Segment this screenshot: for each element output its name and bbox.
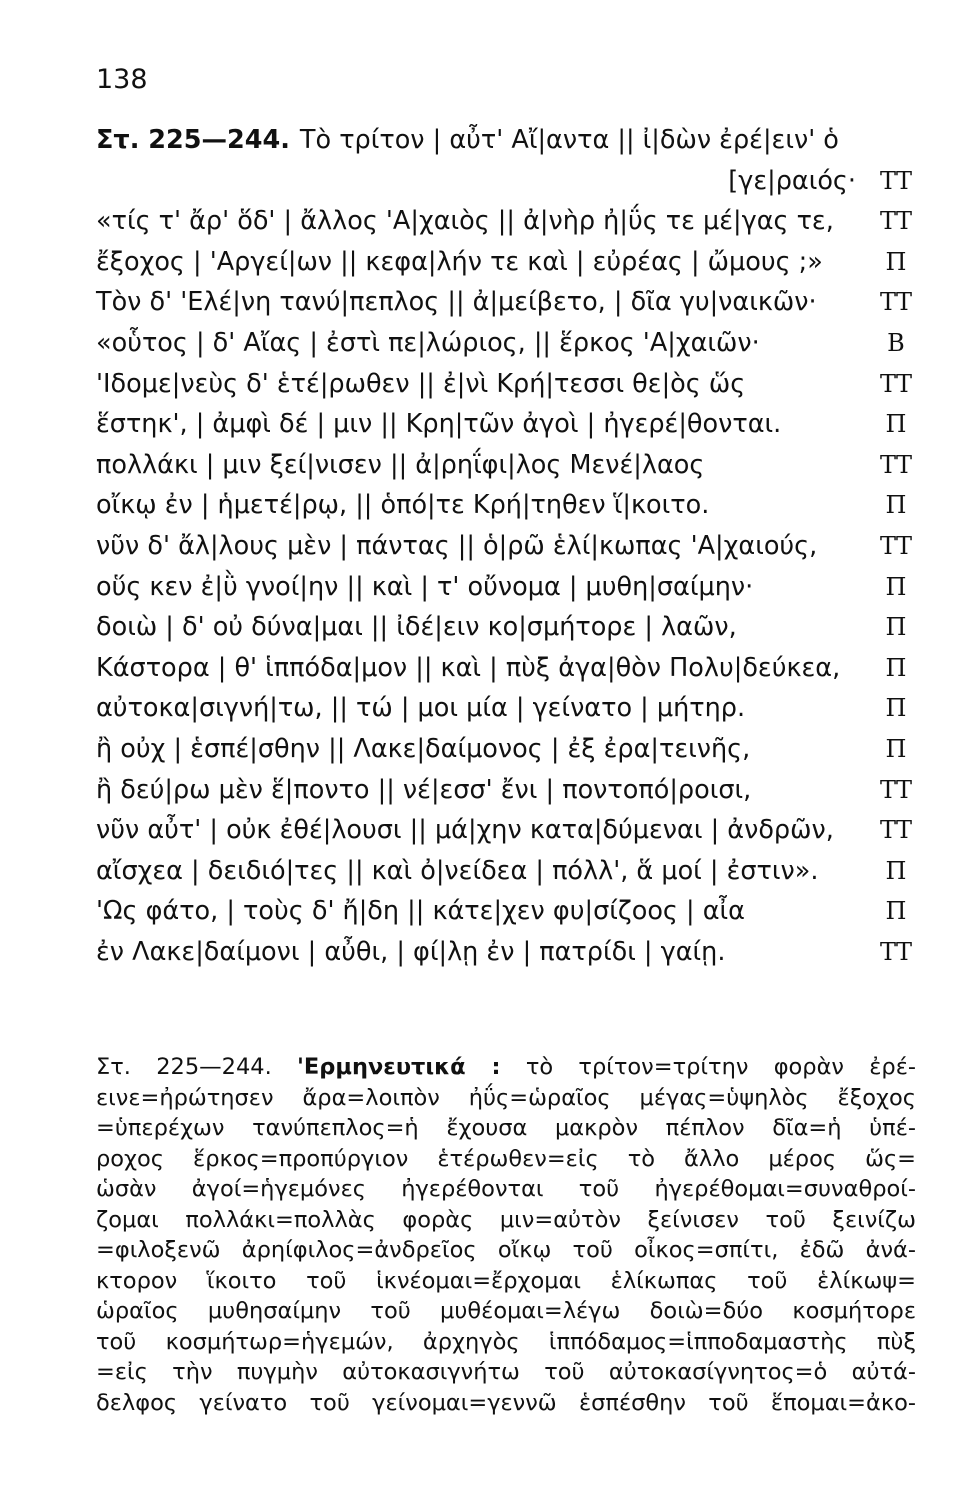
verse-line (96, 891, 916, 932)
verse-text: ἢ οὐχ | ἑσπέ|σθην || Λακε|δαίμονος | ἐξ ἐρα|τεινῆς, (96, 733, 751, 764)
verse-range-heading: Στ. 225—244. (96, 125, 290, 155)
verse-line (96, 567, 916, 608)
verse-text: ἢ δεύ|ρω μὲν ἕ|ποντο || νέ|εσσ' ἔνι | ποντοπό|ροισι, (96, 774, 752, 805)
commentary-line: εινε=ἠρώτησεν ἄρα=λοιπὸν ἠΰς=ὡραῖος μέγας=ὑψηλὸς ἔξοχος (96, 1084, 916, 1111)
verse-text: νῦν αὖτ' | οὐκ ἐθέ|λουσι || μά|χην κατα|δύμεναι | ἀνδρῶν, (96, 815, 834, 846)
meter-mark: Π (885, 856, 907, 885)
meter-mark: ΤΤ (879, 207, 912, 236)
commentary-line: ὡσὰν ἀγοί=ἡγεμόνες ἠγερέθονται τοῦ ἠγερέθομαι=συναθροί- (96, 1176, 916, 1202)
meter-mark: ΤΤ (879, 369, 912, 398)
commentary-block (96, 1052, 916, 1418)
verse-text: «τίς τ' ἄρ' ὅδ' | ἄλλος 'Α|χαιὸς || ἀ|νὴρ ἠ|ΰς τε μέ|γας τε, (96, 206, 834, 237)
commentary-line: ροχος ἕρκος=προπύργιον ἑτέρωθεν=εἰς τὸ ἄλλο μέρος ὥς= (96, 1145, 916, 1172)
meter-mark: Π (885, 897, 907, 926)
verse-line (96, 323, 916, 364)
verse-text: οἴκῳ ἐν | ἡμετέ|ρῳ, || ὁπό|τε Κρή|τηθεν ἵ|κοιτο. (96, 490, 710, 521)
commentary-line: δελφος γείνατο τοῦ γείνομαι=γεννῶ ἑσπέσθην τοῦ ἕπομαι=ἀκο- (96, 1389, 916, 1416)
verse-line (96, 770, 916, 811)
commentary-line: κτορον ἵκοιτο τοῦ ἱκνέομαι=ἔρχομαι ἑλίκωπας τοῦ ἑλίκωψ= (96, 1267, 916, 1294)
verse-block (96, 120, 916, 972)
commentary-line: =εἰς τὴν πυγμὴν αὐτοκασιγνήτω τοῦ αὐτοκασίγνητος=ὁ αὐτά- (96, 1359, 916, 1385)
verse-line (96, 729, 916, 770)
verse-line (96, 607, 916, 648)
verse-line (96, 648, 916, 689)
verse-line (96, 404, 916, 445)
verse-text: νῦν δ' ἄλ|λους μὲν | πάντας || ὁ|ρῶ ἑλί|κωπας 'Α|χαιούς, (96, 530, 818, 561)
verse-text: Κάστορα | θ' ἱππόδα|μον || καὶ | πὺξ ἀγα|θὸν Πολυ|δεύκεα, (96, 652, 841, 683)
meter-mark: ΤΤ (879, 531, 912, 560)
meter-mark: ΤΤ (879, 450, 912, 479)
verse-text: Τὸν δ' 'Ελέ|νη τανύ|πεπλος || ἀ|μείβετο, | δῖα γυ|ναικῶν· (96, 287, 817, 318)
verse-text: αἴσχεα | δειδιό|τες || καὶ ὀ|νείδεα | πόλλ', ἅ μοί | ἐστιν». (96, 855, 819, 886)
commentary-verse-range: Στ. 225—244. (96, 1054, 272, 1080)
verse-line (96, 851, 916, 892)
commentary-line: =φιλοξενῶ ἀρηίφιλος=ἀνδρεῖος οἴκῳ τοῦ οἶκος=σπίτι, ἐδῶ ἀνά- (96, 1237, 916, 1263)
commentary-line: ζομαι πολλάκι=πολλὰς φορὰς μιν=αὐτὸν ξείνισεν τοῦ ξεινίζω (96, 1206, 916, 1233)
verse-text: ἕστηκ', | ἀμφὶ δέ | μιν || Κρη|τῶν ἀγοὶ | ἠγερέ|θονται. (96, 409, 782, 440)
meter-mark: Π (885, 410, 907, 439)
verse-text: ἐν Λακε|δαίμονι | αὖθι, | φί|λῃ ἐν | πατρίδι | γαίῃ. (96, 936, 726, 967)
meter-mark: Π (885, 491, 907, 520)
verse-text: ἔξοχος | 'Αργεί|ων || κεφα|λήν τε καὶ | εὐρέας | ὤμους ;» (96, 246, 823, 277)
verse-line (96, 485, 916, 526)
meter-mark: Π (885, 694, 907, 723)
verse-line (96, 120, 916, 161)
meter-mark: Π (885, 613, 907, 642)
verse-line (96, 161, 916, 202)
verse-text: «οὗτος | δ' Αἴας | ἐστὶ πε|λώριος, || ἕρκος 'Α|χαιῶν· (96, 327, 760, 358)
commentary-line: ὡραῖος μυθησαίμην τοῦ μυθέομαι=λέγω δοιὼ=δύο κοσμήτορε (96, 1298, 916, 1324)
verse-line (96, 445, 916, 486)
commentary-text: τὸ τρίτον=τρίτην φορὰν ἐρέ- (525, 1054, 916, 1080)
verse-text: πολλάκι | μιν ξεί|νισεν || ἀ|ρηΐφι|λος Μενέ|λαος (96, 449, 705, 480)
commentary-line: τοῦ κοσμήτωρ=ἡγεμών, ἀρχηγὸς ἱππόδαμος=ἱπποδαμαστὴς πὺξ (96, 1328, 916, 1355)
verse-line (96, 932, 916, 973)
commentary-heading: 'Ερμηνευτικά : (297, 1054, 501, 1080)
page-number: 138 (96, 64, 148, 95)
meter-mark: Π (885, 734, 907, 763)
verse-line (96, 282, 916, 323)
meter-mark: Π (885, 247, 907, 276)
meter-mark: ΤΤ (879, 288, 912, 317)
verse-text: 'Ιδομε|νεὺς δ' ἑτέ|ρωθεν || ἐ|νὶ Κρή|τεσσι θε|ὸς ὥς (96, 368, 746, 399)
verse-line (96, 526, 916, 567)
meter-mark: ΤΤ (879, 816, 912, 845)
meter-mark: ΤΤ (879, 166, 912, 195)
commentary-line: =ὑπερέχων τανύπεπλος=ἡ ἔχουσα μακρὸν πέπλον δῖα=ἡ ὑπέ- (96, 1115, 916, 1141)
verse-line (96, 364, 916, 405)
meter-mark: Β (887, 328, 905, 357)
verse-text: Τὸ τρίτον | αὖτ' Αἴ|αντα || ἰ|δὼν ἐρέ|ειν' ὁ (299, 125, 839, 155)
meter-mark: Π (885, 572, 907, 601)
meter-mark: ΤΤ (879, 937, 912, 966)
verse-text: οὕς κεν ἐ|ῢ γνοί|ην || καὶ | τ' οὔνομα | μυθη|σαίμην· (96, 571, 754, 602)
verse-line (96, 201, 916, 242)
verse-text-continuation: [γε|ραιός· (728, 165, 856, 196)
meter-mark: ΤΤ (879, 775, 912, 804)
meter-mark: Π (885, 653, 907, 682)
commentary-line (96, 1052, 916, 1083)
verse-line (96, 810, 916, 851)
verse-text: δοιὼ | δ' οὐ δύνα|μαι || ἰδέ|ειν κο|σμήτορε | λαῶν, (96, 612, 737, 643)
verse-line (96, 242, 916, 283)
verse-text: αὐτοκα|σιγνή|τω, || τώ | μοι μία | γείνατο | μήτηρ. (96, 693, 746, 724)
verse-line (96, 688, 916, 729)
verse-text: 'Ως φάτο, | τοὺς δ' ἤ|δη || κάτε|χεν φυ|σίζοος | αἶα (96, 896, 745, 927)
